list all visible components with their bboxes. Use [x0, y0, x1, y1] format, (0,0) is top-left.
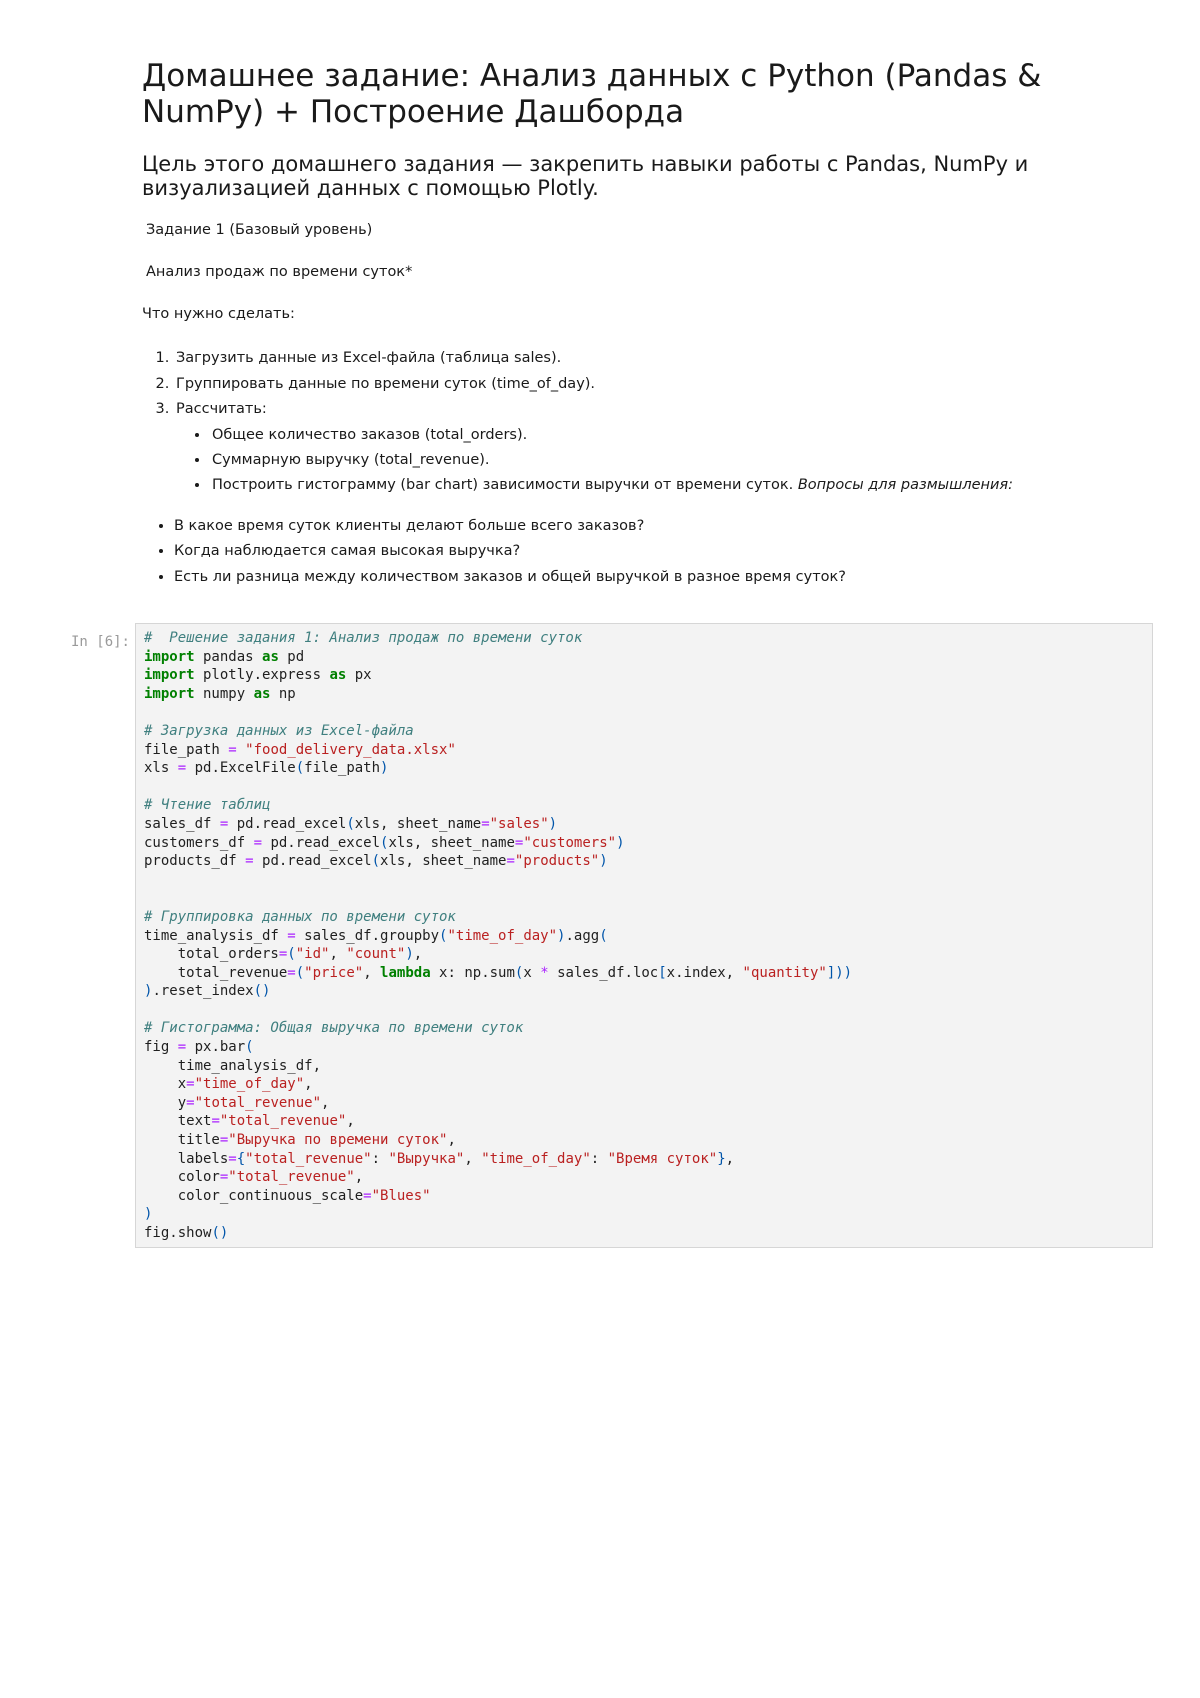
code-token: px.bar — [186, 1039, 246, 1056]
code-token: color_continuous_scale — [144, 1187, 364, 1204]
code-token: np — [270, 685, 296, 702]
code-token: , — [363, 964, 381, 981]
code-token: = — [177, 1039, 187, 1056]
code-line — [144, 1094, 1144, 1113]
code-token: time_analysis_df, — [144, 1057, 322, 1074]
code-token: , — [346, 1113, 355, 1130]
code-token: ) — [599, 853, 608, 870]
code-token: color — [144, 1169, 220, 1186]
substep-item: • Суммарную выручку (total_revenue). — [210, 448, 1132, 473]
code-token: text — [144, 1113, 212, 1130]
code-token: "total_revenue" — [219, 1113, 347, 1130]
code-token: pd.read_excel — [228, 815, 347, 832]
code-token: : — [371, 1150, 389, 1167]
code-token: numpy — [194, 685, 254, 702]
task-topic: Анализ продаж по времени суток* — [146, 264, 413, 280]
code-token: sales_df.loc — [548, 964, 659, 981]
code-token: products_df — [144, 853, 246, 870]
code-token: = — [219, 815, 229, 832]
code-line — [144, 927, 1144, 946]
substeps-list — [176, 423, 1132, 498]
reflection-label: Вопросы для размышления: — [797, 476, 1014, 493]
code-token: : — [590, 1150, 608, 1167]
code-token: , — [354, 1169, 364, 1186]
code-token: file_path — [304, 760, 381, 777]
code-token: ) — [616, 834, 625, 851]
code-line — [144, 666, 1144, 685]
code-token: x.index, — [666, 964, 743, 981]
questions-list — [142, 514, 1132, 591]
code-token: "Время суток" — [607, 1150, 718, 1167]
code-token: "food_delivery_data.xlsx" — [245, 741, 456, 758]
code-token: "products" — [514, 853, 600, 870]
code-token: # Гистограмма: Общая выручка по времени суток — [144, 1020, 524, 1037]
step-item: 2. Группировать данные по времени суток (time_of_day). — [174, 372, 1132, 398]
code-line — [144, 1075, 1144, 1094]
code-editor[interactable] — [135, 623, 1153, 1248]
code-token: ) — [548, 815, 558, 832]
code-token: , — [413, 946, 423, 963]
code-line — [144, 1038, 1144, 1057]
code-token: xls, sheet_name — [380, 853, 507, 870]
code-token: "Выручка" — [388, 1150, 465, 1167]
code-token: xls — [144, 760, 178, 777]
code-token: ) — [380, 760, 389, 777]
code-token: total_orders — [144, 946, 279, 963]
code-token: import — [144, 648, 195, 665]
code-line — [144, 982, 1144, 1001]
code-line — [144, 685, 1144, 704]
code-token: , — [329, 946, 347, 963]
code-token: .reset_index — [152, 983, 254, 1000]
code-line — [144, 908, 1144, 927]
question-item: • Есть ли разница между количеством заказов и общей выручкой в разное время суток? — [174, 565, 1132, 591]
page-subtitle: Цель этого домашнего задания — закрепить навыки работы с Pandas, NumPy и визуализацией данных с помощью Plotly. — [142, 152, 1029, 200]
step-item: 3. Рассчитать: • Общее количество заказов (total_orders). • Суммарную выручку (total_revenue). • Построить гистограмму (bar chart) зависимости выручки от времени суток. Вопросы для размышления: — [174, 397, 1132, 498]
code-line — [144, 964, 1144, 983]
code-token: = — [219, 1132, 229, 1149]
code-token: as — [262, 648, 279, 665]
code-token: ) — [405, 946, 414, 963]
code-token: plotly.express — [194, 667, 330, 684]
code-token: "count" — [346, 946, 406, 963]
code-line — [144, 1001, 1144, 1020]
code-token: import — [144, 667, 195, 684]
code-token: total_revenue — [144, 964, 288, 981]
code-token — [237, 742, 245, 758]
code-token: ) — [144, 1206, 153, 1223]
notebook-page — [142, 58, 1132, 590]
code-token: ( — [295, 964, 305, 981]
code-token: = — [177, 760, 187, 777]
code-token: # Чтение таблиц — [144, 797, 271, 814]
code-token: sales_df.groupby — [295, 927, 440, 944]
code-token: labels — [144, 1150, 229, 1167]
code-token: "time_of_day" — [194, 1076, 305, 1093]
code-token: = — [363, 1187, 372, 1204]
code-token: xls, sheet_name — [354, 815, 482, 832]
code-line — [144, 703, 1144, 722]
code-token: = — [253, 834, 263, 851]
substep-item: • Построить гистограмму (bar chart) зависимости выручки от времени суток. Вопросы для размышления: — [210, 473, 1132, 498]
code-token: = — [506, 853, 515, 870]
code-token: "sales" — [489, 815, 549, 832]
code-token: file_path — [144, 741, 229, 758]
code-token: "time_of_day" — [447, 927, 558, 944]
code-token: "Blues" — [371, 1187, 431, 1204]
code-line — [144, 1150, 1144, 1169]
code-line — [144, 1057, 1144, 1076]
code-token: = — [211, 1113, 220, 1130]
code-token: , — [321, 1094, 330, 1111]
code-token: ( — [514, 964, 524, 981]
code-token: ( — [295, 760, 305, 777]
code-token: [ — [658, 964, 667, 981]
code-token: = — [514, 834, 524, 851]
code-line — [144, 1187, 1144, 1206]
code-token: ( — [439, 927, 448, 944]
step-item: 1. Загрузить данные из Excel-файла (таблица sales). — [174, 346, 1132, 372]
code-token: "total_revenue" — [194, 1094, 322, 1111]
code-token: , — [725, 1150, 735, 1167]
substep-item: • Общее количество заказов (total_orders). — [210, 423, 1132, 448]
todo-label: Что нужно сделать: — [142, 306, 295, 322]
code-line — [144, 1131, 1144, 1150]
code-token: "id" — [295, 946, 330, 963]
code-token: "total_revenue" — [228, 1169, 355, 1186]
code-token: ( — [380, 834, 389, 851]
code-token: lambda — [380, 964, 431, 981]
code-token: y — [144, 1094, 187, 1111]
code-token: as — [253, 685, 271, 702]
code-token: , — [464, 1150, 482, 1167]
code-token: sales_df — [144, 815, 220, 832]
code-token: "time_of_day" — [481, 1150, 591, 1167]
code-token: time_analysis_df — [144, 927, 288, 944]
code-token: px — [346, 667, 372, 684]
code-content[interactable] — [136, 624, 1152, 1248]
code-token: pd.ExcelFile — [186, 760, 296, 777]
code-token: xls, sheet_name — [388, 834, 515, 851]
code-token: } — [717, 1150, 726, 1167]
code-token: ) — [144, 983, 153, 1000]
steps-list — [142, 346, 1132, 498]
code-token: "customers" — [523, 834, 617, 851]
code-token: fig.show — [144, 1225, 212, 1241]
code-line — [144, 648, 1144, 667]
code-line — [144, 741, 1144, 760]
code-token: = — [287, 927, 296, 944]
code-token: pandas — [194, 648, 263, 665]
code-token: = — [245, 853, 254, 870]
code-token: customers_df — [144, 834, 254, 851]
code-line — [144, 1224, 1144, 1243]
code-token: { — [236, 1150, 246, 1167]
task-heading: Задание 1 (Базовый уровень) — [146, 222, 373, 238]
code-token: "Выручка по времени суток" — [228, 1132, 448, 1149]
page-title: Домашнее задание: Анализ данных с Python (Pandas & NumPy) + Построение Дашборда — [142, 58, 1042, 130]
code-token: ( — [371, 853, 381, 870]
code-line — [144, 889, 1144, 908]
code-token: .agg — [565, 927, 600, 944]
code-line — [144, 778, 1144, 797]
code-token: , — [447, 1132, 456, 1149]
code-line — [144, 945, 1144, 964]
code-token: () — [211, 1225, 229, 1241]
code-line — [144, 852, 1144, 871]
code-line — [144, 1205, 1144, 1224]
code-line — [144, 759, 1144, 778]
code-token: ])) — [826, 964, 853, 981]
cell-prompt: In [6]: — [70, 634, 130, 650]
code-token: ) — [557, 927, 566, 944]
code-token: x — [144, 1076, 187, 1093]
code-token: , — [304, 1076, 313, 1093]
code-token: x: np.sum — [430, 964, 515, 981]
code-token: ( — [346, 815, 355, 832]
code-token: = — [228, 741, 237, 758]
code-token: = — [228, 1150, 237, 1167]
code-token: = — [287, 964, 296, 981]
code-line — [144, 1019, 1144, 1038]
code-token: ( — [599, 927, 608, 944]
code-token: = — [186, 1094, 195, 1111]
code-token: fig — [144, 1039, 178, 1056]
question-item: • Когда наблюдается самая высокая выручка? — [174, 539, 1132, 565]
code-token: "quantity" — [742, 964, 827, 981]
code-line — [144, 722, 1144, 741]
code-line — [144, 1112, 1144, 1131]
code-token: = — [219, 1169, 229, 1186]
code-token: title — [144, 1132, 220, 1149]
code-token: = — [481, 815, 490, 832]
code-token: # Группировка данных по времени суток — [144, 908, 456, 925]
code-line — [144, 796, 1144, 815]
code-token: ( — [287, 946, 296, 963]
code-token: "price" — [304, 964, 364, 981]
code-token: () — [253, 983, 271, 1000]
code-line — [144, 815, 1144, 834]
code-token: = — [186, 1076, 195, 1093]
code-token: # Загрузка данных из Excel-файла — [144, 722, 414, 739]
code-line — [144, 871, 1144, 890]
code-token: = — [278, 946, 288, 963]
code-line — [144, 834, 1144, 853]
code-line — [144, 629, 1144, 648]
code-token: pd.read_excel — [262, 834, 381, 851]
code-token: import — [144, 685, 195, 702]
code-token: pd.read_excel — [253, 853, 372, 870]
code-token: ( — [245, 1039, 254, 1056]
code-line — [144, 1168, 1144, 1187]
code-token: as — [329, 667, 347, 684]
code-token: "total_revenue" — [245, 1150, 372, 1167]
code-token: # Решение задания 1: Анализ продаж по времени суток — [144, 630, 583, 646]
code-token: x — [523, 964, 541, 981]
code-token: * — [540, 964, 549, 981]
code-token: pd — [278, 648, 305, 665]
question-item: • В какое время суток клиенты делают больше всего заказов? — [174, 514, 1132, 540]
